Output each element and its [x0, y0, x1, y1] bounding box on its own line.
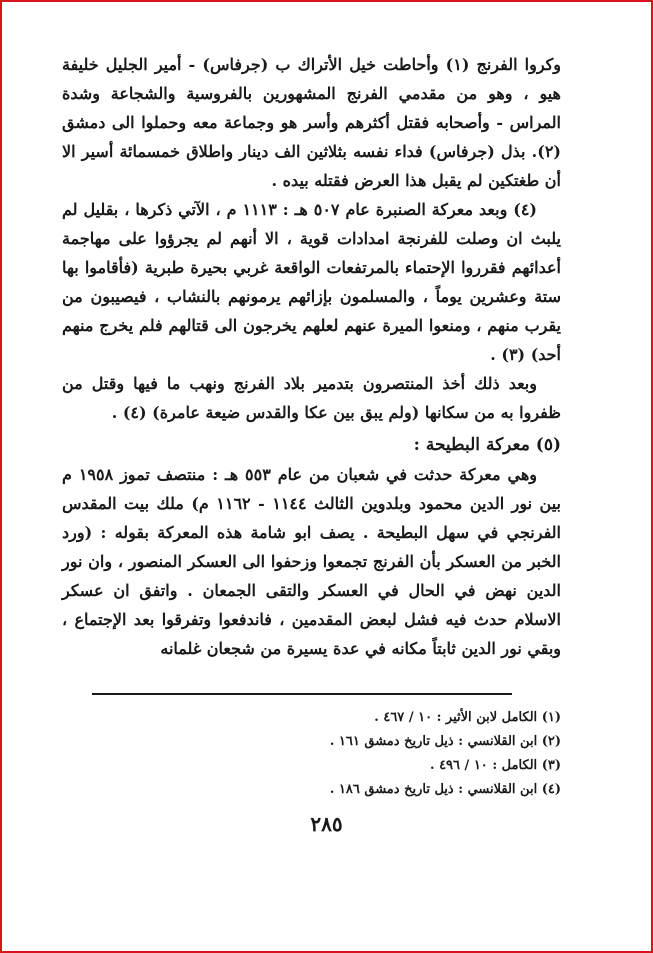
paragraph: وبعد ذلك أخذ المنتصرون بتدمير بلاد الفرنج ونهب ما فيها وقتل من ظفروا به من سكانها (ولم يبق بين عكا والقدس ضيعة عامرة) (٤) .	[62, 374, 561, 422]
paragraph: وكروا الفرنج (١) وأحاطت خيل الأتراك ب (جرفاس) - أمير الجليل خليفة هيو ، وهو من مقدمي الفرنج المشهورين بالفروسية والشجاعة وشدة المراس - وأصحابه فقتل أكثرهم وأسر هو وجماعة معه وحملوا الى دمشق (٢). بذل (جرفاس) فداء نفسه بثلاثين الف دينار واطلاق خمسمائة أسير الا أن طغتكين لم يقبل هذا العرض فقتله بيده .	[62, 55, 562, 190]
footnote: (٢) ابن القلانسي : ذيل تاريخ دمشق ١٦١ .	[329, 734, 561, 749]
footnote: (١) الكامل لابن الأثير : ١٠ / ٤٦٧ .	[374, 710, 561, 725]
footnote: (٣) الكامل : ١٠ / ٤٩٦ .	[430, 758, 561, 773]
section-heading: (٥) معركة البطيحة :	[413, 435, 561, 455]
paragraph: (٤) وبعد معركة الصنبرة عام ٥٠٧ هـ : ١١١٣ م ، الآتي ذكرها ، بقليل لم يلبث ان وصلت للفرنجة امدادات قوية ، الا أنهم لم يجرؤوا على مهاجمة أعدائهم فقرروا الإحتماء بالمرتفعات الواقعة غربي بحيرة طبرية (فأقاموا بها ستة وعشرين يوماً ، والمسلمون بإزائهم يرمونهم بالنشاب ، فيصيبون من يقرب منهم ، ومنعوا الميرة عنهم لعلهم يخرجون الى قتالهم فلم يخرج منهم أحد) (٣) .	[62, 200, 561, 364]
footnote-divider	[92, 693, 512, 695]
body-text	[62, 50, 561, 663]
paragraph: وهي معركة حدثت في شعبان من عام ٥٥٣ هـ : منتصف تموز ١٩٥٨ م بين نور الدين محمود وبلدوين الثالث ١١٤٤ - ١١٦٢ م) ملك بيت المقدس الفرنجي في سهل البطيحة . يصف ابو شامة هذه المعركة بقوله : (ورد الخبر من العسكر بأن الفرنج تجمعوا وزحفوا الى العسكر المنصور ، وان نور الدين نهض في الحال في العسكر والتقى الجمعان . واتفق ان عسكر الاسلام حدث فيه فشل لبعض المقدمين ، فاندفعوا وتفرقوا بعد الإجتماع ، وبقي نور الدين ثابتاً مكانه في عدة يسيرة من شجعان غلمانه	[62, 465, 562, 658]
footnotes	[141, 706, 561, 802]
page-number: ٢٨٥	[310, 812, 343, 836]
footnote: (٤) ابن القلانسي : ذيل تاريخ دمشق ١٨٦ .	[329, 782, 561, 797]
